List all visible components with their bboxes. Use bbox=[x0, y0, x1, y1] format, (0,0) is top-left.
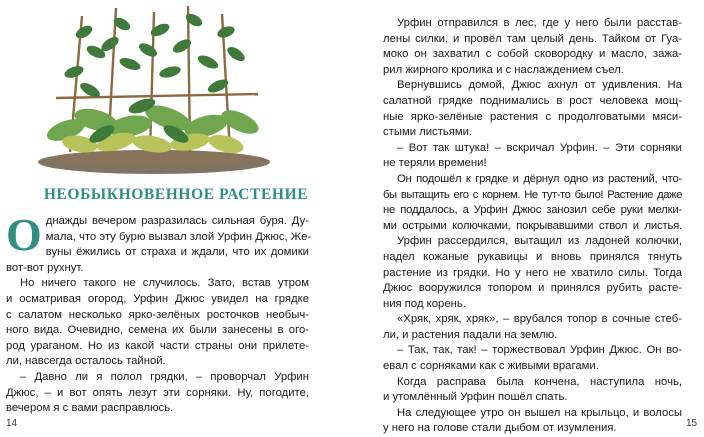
paragraph: На следующее утро он вышел на крыльцо, и волосы у него на голове стали дыбом от изумления. bbox=[383, 406, 682, 435]
paragraph: – Давно ли я полол грядки, – проворчал Урфин Джюс, – и вот опять лезут эти сорняки. Ну, погодите, вечером я с вами расправлюсь. bbox=[6, 370, 309, 415]
paragraph: Он подошёл к грядке и дёрнул одно из растений, что- бы вытащить его с корнем. Не тут-то было! Растение даже не поддалось, а Урфин Джюс занозил себе руки мелки- ми острыми колючками, покрывавшими ствол и листья. bbox=[383, 172, 682, 232]
right-body-text bbox=[383, 16, 682, 437]
page-number-left: 14 bbox=[6, 418, 18, 429]
paragraph: – Так, так, так! – торжествовал Урфин Джюс. Он во- евал с сорняками как с живыми врагами. bbox=[383, 344, 682, 373]
paragraph: Вернувшись домой, Джюс ахнул от удивления. На салатной грядке поднимались в рост человека мощ- ные ярко-зелёные растения с продолговатыми мяси- стыми листьями. bbox=[383, 79, 682, 139]
left-body-text bbox=[6, 209, 312, 417]
paragraph: О днажды вечером разразилась сильная буря. Ду- мала, что эту бурю вызвал злой Урфин Джюс, Же- вуны ёжились от страха и ждали, что их домики вот-вот рухнут. bbox=[6, 209, 312, 274]
paragraph: Когда расправа была кончена, наступила ночь, и утомлённый Урфин пошёл спать. bbox=[383, 375, 682, 404]
paragraph: Но ничего такого не случилось. Зато, встав утром и осматривая огород, Урфин Джюс увидел на грядке с салатом несколько ярко-зелёных росточков необыч- ного вида. Очевидно, семена их были занесены в ого- род ураганом. Но из какой части страны они прилете- ли, навсегда осталось тайной. bbox=[6, 277, 309, 368]
paragraph: Урфин отправился в лес, где у него были расстав- лены силки, и провёл там целый день. Тайком от Гуа- моко он захватил с собой сковородку и масло, зажа- рил жирного кролика и с наслаждением съел. bbox=[383, 17, 682, 76]
drop-cap: О bbox=[6, 209, 42, 260]
left-page bbox=[0, 0, 352, 432]
plant-illustration bbox=[30, 2, 278, 174]
chapter-title: НЕОБЫКНОВЕННОЕ РАСТЕНИЕ bbox=[43, 186, 309, 203]
page-number-right: 15 bbox=[686, 418, 698, 429]
paragraph: «Хряк, хряк, хряк», – врубался топор в сочные стеб- ли, и растения падали на землю. bbox=[383, 313, 682, 341]
paragraph: Урфин рассердился, вытащил из ладоней колючки, надел кожаные рукавицы и вновь принялся тянуть растение из грядки. Но у него не хватило силы. Тогда Джюс вооружился топором и принялся рубить расте- ния под корень. bbox=[383, 235, 682, 310]
paragraph: – Вот так штука! – вскричал Урфин. – Эти сорняки не теряли времени! bbox=[383, 141, 682, 170]
